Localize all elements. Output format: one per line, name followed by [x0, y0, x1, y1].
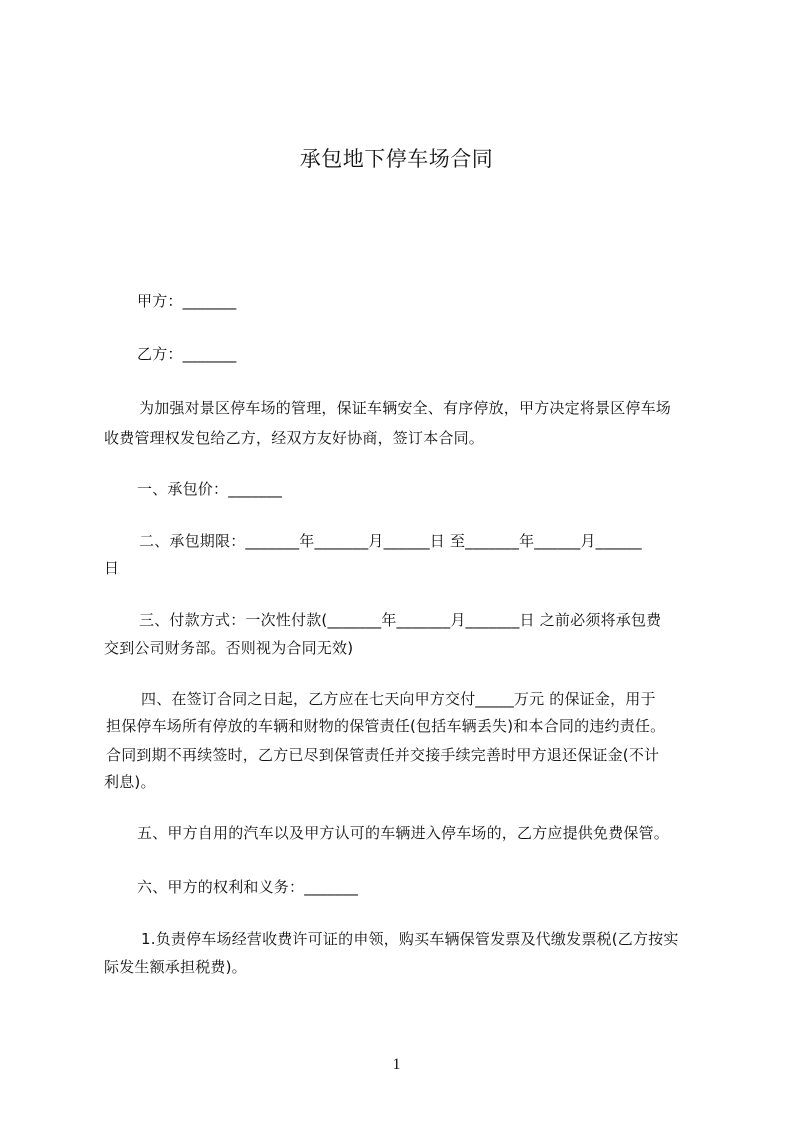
- clause-3-line-2: 交到公司财务部。否则视为合同无效): [104, 639, 354, 657]
- clause-1: 一、承包价：_______: [137, 480, 283, 498]
- clause-4-line-2: 担保停车场所有停放的车辆和财物的保管责任(包括车辆丢失)和本合同的违约责任。: [106, 717, 666, 735]
- clause-3-line-1: 三、付款方式：一次性付款(_______年_______月_______日 之前必须将承包费: [139, 611, 662, 629]
- clause-2-line-2: 日: [104, 559, 120, 577]
- clause-2-line-1: 二、承包期限：_______年_______月______日 至_______年______月______: [139, 532, 642, 550]
- document-title: 承包地下停车场合同: [299, 147, 494, 171]
- clause-4-line-3: 合同到期不再续签时，乙方已尽到保管责任并交接手续完善时甲方退还保证金(不计: [106, 746, 660, 764]
- clause-5: 五、甲方自用的汽车以及甲方认可的车辆进入停车场的，乙方应提供免费保管。: [137, 824, 670, 842]
- clause-4-line-4: 利息)。: [104, 773, 156, 791]
- intro-line-2: 收费管理权发包给乙方，经双方友好协商，签订本合同。: [104, 429, 485, 447]
- page-number: 1: [392, 1056, 401, 1073]
- intro-line-1: 为加强对景区停车场的管理，保证车辆安全、有序停放，甲方决定将景区停车场: [139, 399, 672, 417]
- clause-6-item-1-line-2: 际发生额承担税费)。: [104, 958, 247, 976]
- party-a-line: 甲方：_______: [137, 292, 237, 310]
- clause-6: 六、甲方的权利和义务：_______: [137, 878, 359, 896]
- clause-6-item-1-line-1: 1.负责停车场经营收费许可证的申领，购买车辆保管发票及代缴发票税(乙方按实: [141, 930, 679, 948]
- party-b-line: 乙方：_______: [137, 345, 237, 363]
- clause-4-line-1: 四、在签订合同之日起，乙方应在七天向甲方交付_____万元 的保证金，用于: [141, 690, 656, 708]
